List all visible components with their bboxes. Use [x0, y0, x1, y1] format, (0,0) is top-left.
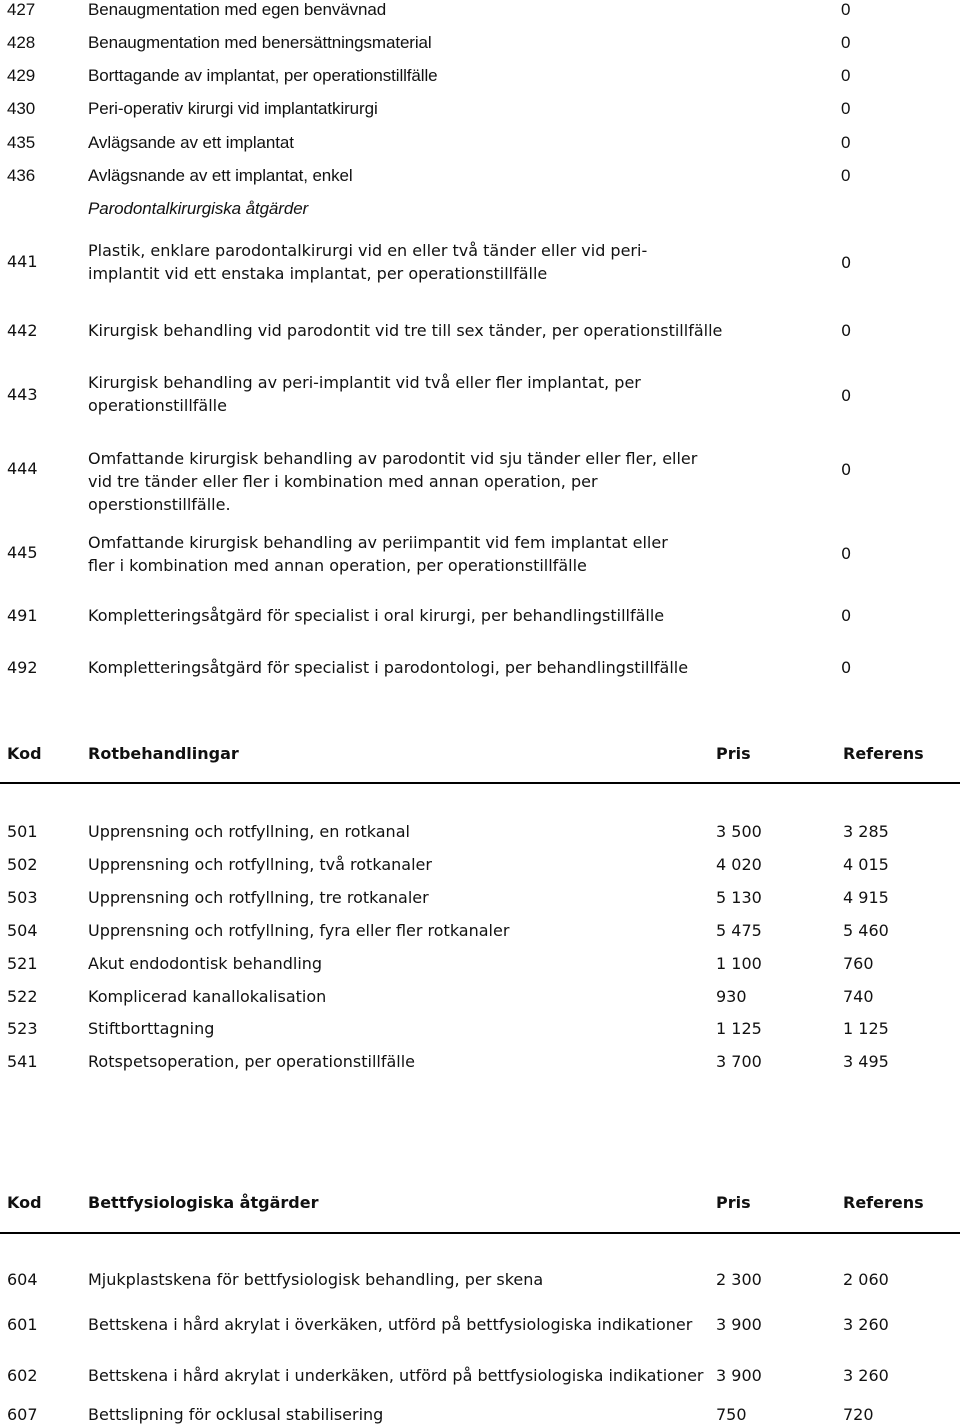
- row-referens: 5 460: [843, 921, 889, 940]
- row-value: 0: [841, 321, 852, 340]
- row-description: Upprensning och rotfyllning, tre rotkanaler: [88, 888, 429, 907]
- row-code: 501: [7, 822, 38, 841]
- section-title: Rotbehandlingar: [88, 744, 239, 763]
- row-code: 435: [7, 133, 36, 152]
- row-code: 430: [7, 99, 36, 118]
- row-pris: 1 125: [716, 1019, 762, 1038]
- row-description: Benaugmentation med egen benvävnad: [88, 0, 387, 19]
- row-description: Upprensning och rotfyllning, två rotkanaler: [88, 855, 432, 874]
- row-referens: 4 915: [843, 888, 889, 907]
- row-value: 0: [841, 0, 851, 19]
- row-pris: 3 900: [716, 1315, 762, 1334]
- row-pris: 930: [716, 987, 747, 1006]
- header-kod: Kod: [7, 744, 42, 763]
- row-description: Upprensning och rotfyllning, fyra eller fler rotkanaler: [88, 921, 510, 940]
- row-pris: 1 100: [716, 954, 762, 973]
- row-description: Avlägsande av ett implantat: [88, 133, 294, 152]
- section-title: Bettfysiologiska åtgärder: [88, 1193, 319, 1212]
- row-description: Bettskena i hård akrylat i underkäken, utförd på bettfysiologiska indikationer: [88, 1366, 704, 1385]
- row-code: 601: [7, 1315, 38, 1334]
- row-code: 441: [7, 252, 38, 271]
- row-value: 0: [841, 460, 852, 479]
- row-description: Bettslipning för ocklusal stabilisering: [88, 1405, 384, 1424]
- row-pris: 2 300: [716, 1270, 762, 1289]
- row-referens: 760: [843, 954, 874, 973]
- row-referens: 720: [843, 1405, 874, 1424]
- row-description: Kirurgisk behandling av peri-implantit vid två eller fler implantat, per operationstillfälle: [88, 373, 641, 415]
- row-pris: 3 900: [716, 1366, 762, 1385]
- row-code: 521: [7, 954, 38, 973]
- row-value: 0: [841, 386, 852, 405]
- header-kod: Kod: [7, 1193, 42, 1212]
- header-divider: [0, 1232, 960, 1234]
- row-value: 0: [841, 253, 852, 272]
- row-description: Kompletteringsåtgärd för specialist i oral kirurgi, per behandlingstillfälle: [88, 606, 665, 625]
- row-referens: 2 060: [843, 1270, 889, 1289]
- row-value: 0: [841, 544, 852, 563]
- row-code: 427: [7, 0, 36, 19]
- header-referens: Referens: [843, 744, 924, 763]
- subheading-parodontalkirurgi: Parodontalkirurgiska åtgärder: [88, 199, 309, 218]
- row-value: 0: [841, 166, 851, 185]
- row-description: Rotspetsoperation, per operationstillfälle: [88, 1052, 415, 1071]
- row-description: Omfattande kirurgisk behandling av parodontit vid sju tänder eller fler, eller vid tre tänder eller fler i kombination med annan operation, per operstionstillfälle.: [88, 449, 698, 514]
- row-description: Borttagande av implantat, per operationstillfälle: [88, 66, 438, 85]
- row-description: Avlägsnande av ett implantat, enkel: [88, 166, 353, 185]
- row-code: 502: [7, 855, 38, 874]
- row-code: 503: [7, 888, 38, 907]
- row-code: 491: [7, 606, 38, 625]
- row-value: 0: [841, 66, 851, 85]
- row-code: 492: [7, 658, 38, 677]
- row-code: 445: [7, 543, 38, 562]
- row-pris: 3 500: [716, 822, 762, 841]
- row-referens: 3 285: [843, 822, 889, 841]
- row-description: Upprensning och rotfyllning, en rotkanal: [88, 822, 410, 841]
- row-pris: 5 130: [716, 888, 762, 907]
- row-referens: 3 260: [843, 1366, 889, 1385]
- row-code: 436: [7, 166, 36, 185]
- row-code: 522: [7, 987, 38, 1006]
- row-code: 504: [7, 921, 38, 940]
- row-pris: 750: [716, 1405, 747, 1424]
- row-referens: 4 015: [843, 855, 889, 874]
- row-referens: 740: [843, 987, 874, 1006]
- table-row: [0, 446, 960, 514]
- header-referens: Referens: [843, 1193, 924, 1212]
- row-value: 0: [841, 99, 851, 118]
- row-description: Bettskena i hård akrylat i överkäken, utförd på bettfysiologiska indikationer: [88, 1315, 693, 1334]
- row-description: Peri-operativ kirurgi vid implantatkirurgi: [88, 99, 378, 118]
- row-description: Kirurgisk behandling vid parodontit vid tre till sex tänder, per operationstillfälle: [88, 321, 723, 340]
- row-code: 429: [7, 66, 36, 85]
- row-code: 602: [7, 1366, 38, 1385]
- row-value: 0: [841, 658, 852, 677]
- row-value: 0: [841, 606, 852, 625]
- row-description: Omfattande kirurgisk behandling av periimpantit vid fem implantat eller fler i kombination med annan operation, per operationstillfälle: [88, 533, 668, 575]
- header-pris: Pris: [716, 1193, 751, 1212]
- table-row: [0, 530, 960, 580]
- row-referens: 3 260: [843, 1315, 889, 1334]
- row-referens: 3 495: [843, 1052, 889, 1071]
- row-code: 604: [7, 1270, 38, 1289]
- row-description: Komplicerad kanallokalisation: [88, 987, 327, 1006]
- row-code: 523: [7, 1019, 38, 1038]
- row-code: 428: [7, 33, 36, 52]
- row-description: Stiftborttagning: [88, 1019, 215, 1038]
- row-description: Kompletteringsåtgärd för specialist i parodontologi, per behandlingstillfälle: [88, 658, 689, 677]
- table-row: [0, 370, 960, 420]
- row-value: 0: [841, 33, 851, 52]
- row-value: 0: [841, 133, 851, 152]
- row-code: 541: [7, 1052, 38, 1071]
- row-pris: 5 475: [716, 921, 762, 940]
- row-description: Benaugmentation med benersättningsmaterial: [88, 33, 432, 52]
- row-pris: 3 700: [716, 1052, 762, 1071]
- header-pris: Pris: [716, 744, 751, 763]
- row-referens: 1 125: [843, 1019, 889, 1038]
- row-description: Plastik, enklare parodontalkirurgi vid en eller två tänder eller vid peri-implantit vid ett enstaka implantat, per operationstillfälle: [88, 241, 648, 283]
- row-code: 444: [7, 459, 38, 478]
- table-row: [0, 238, 960, 288]
- row-pris: 4 020: [716, 855, 762, 874]
- row-description: Mjukplastskena för bettfysiologisk behandling, per skena: [88, 1270, 544, 1289]
- row-code: 443: [7, 385, 38, 404]
- row-description: Akut endodontisk behandling: [88, 954, 323, 973]
- row-code: 607: [7, 1405, 38, 1424]
- row-code: 442: [7, 321, 38, 340]
- header-divider: [0, 782, 960, 784]
